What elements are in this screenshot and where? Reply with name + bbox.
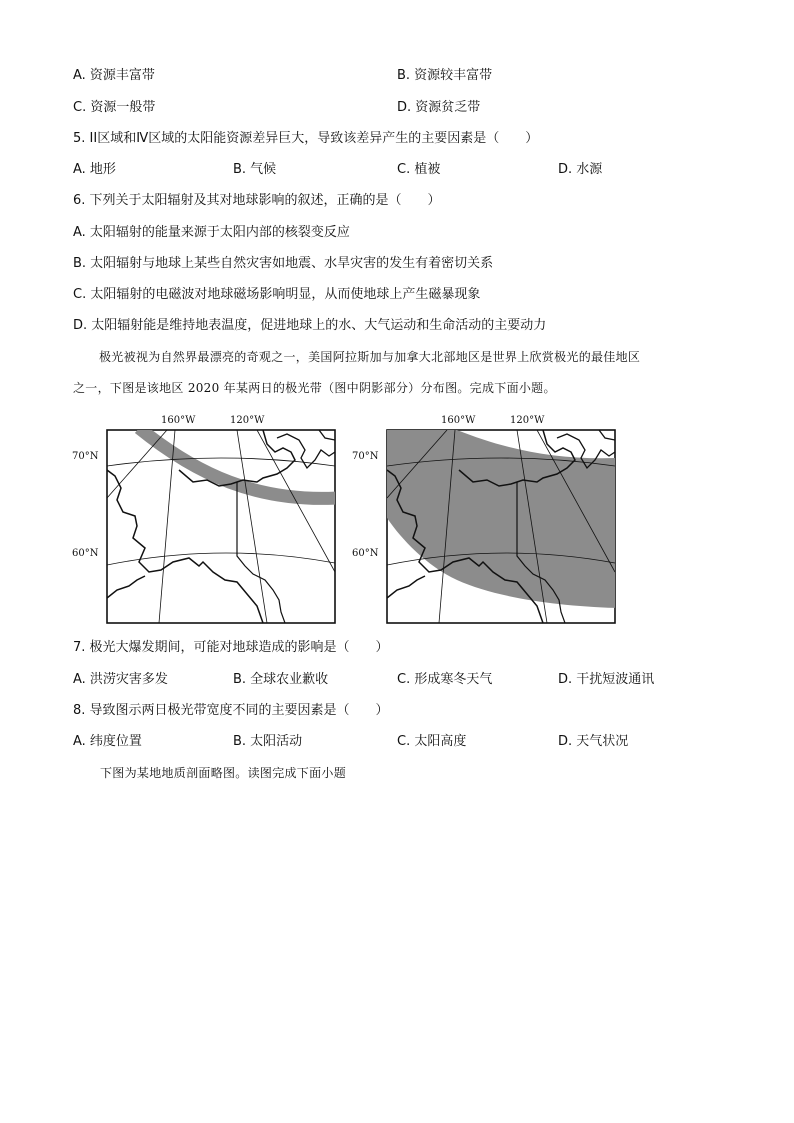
lon-label-160w: 160°W xyxy=(441,415,476,426)
q7-option-d[interactable]: D. 干扰短波通讯 xyxy=(558,672,655,687)
lat-label-70n: 70°N xyxy=(352,451,379,462)
q5-option-b[interactable]: B. 气候 xyxy=(233,162,277,177)
q7-options xyxy=(73,671,733,689)
geology-intro: 下图为某地地质剖面略图。读图完成下面小题 xyxy=(100,766,347,780)
q7-option-a[interactable]: A. 洪涝灾害多发 xyxy=(73,672,168,687)
q5-option-a[interactable]: A. 地形 xyxy=(73,162,116,177)
q5-options xyxy=(73,161,733,179)
q4-option-a[interactable]: A. 资源丰富带 xyxy=(73,68,155,83)
lon-label-120w: 120°W xyxy=(510,415,545,426)
aurora-map-right xyxy=(352,414,617,626)
q7-stem: 7. 极光大爆发期间，可能对地球造成的影响是（ ） xyxy=(73,640,389,655)
q8-option-a[interactable]: A. 纬度位置 xyxy=(73,734,142,749)
q8-option-b[interactable]: B. 太阳活动 xyxy=(233,734,303,749)
q6-stem: 6. 下列关于太阳辐射及其对地球影响的叙述，正确的是（ ） xyxy=(73,193,441,208)
q4-option-d[interactable]: D. 资源贫乏带 xyxy=(397,100,481,115)
q6-option-d[interactable]: D. 太阳辐射能是维持地表温度，促进地球上的水、大气运动和生命活动的主要动力 xyxy=(73,318,547,333)
q4-options-row-1 xyxy=(73,67,733,85)
q8-stem: 8. 导致图示两日极光带宽度不同的主要因素是（ ） xyxy=(73,703,389,718)
q4-options-row-2 xyxy=(73,99,733,117)
q5-option-d[interactable]: D. 水源 xyxy=(558,162,603,177)
q6-option-c[interactable]: C. 太阳辐射的电磁波对地球磁场影响明显，从而使地球上产生磁暴现象 xyxy=(73,287,481,302)
lon-label-120w: 120°W xyxy=(230,415,265,426)
q8-option-d[interactable]: D. 天气状况 xyxy=(558,734,629,749)
lon-label-160w: 160°W xyxy=(161,415,196,426)
q5-option-c[interactable]: C. 植被 xyxy=(397,162,441,177)
q4-option-b[interactable]: B. 资源较丰富带 xyxy=(397,68,493,83)
lat-label-70n: 70°N xyxy=(72,451,99,462)
aurora-intro-line-2: 之一，下图是该地区 2020 年某两日的极光带（图中阴影部分）分布图。完成下面小题。 xyxy=(73,381,556,395)
q6-option-b[interactable]: B. 太阳辐射与地球上某些自然灾害如地震、水旱灾害的发生有着密切关系 xyxy=(73,256,494,271)
q8-options xyxy=(73,733,733,751)
lat-label-60n: 60°N xyxy=(352,548,379,559)
q7-option-c[interactable]: C. 形成寒冬天气 xyxy=(397,672,493,687)
q5-stem: 5. II区域和Ⅳ区域的太阳能资源差异巨大，导致该差异产生的主要因素是（ ） xyxy=(73,131,539,146)
q8-option-c[interactable]: C. 太阳高度 xyxy=(397,734,467,749)
aurora-map-left xyxy=(72,414,337,626)
q6-option-a[interactable]: A. 太阳辐射的能量来源于太阳内部的核裂变反应 xyxy=(73,225,350,240)
q4-option-c[interactable]: C. 资源一般带 xyxy=(73,100,156,115)
lat-label-60n: 60°N xyxy=(72,548,99,559)
aurora-intro-line-1: 极光被视为自然界最漂亮的奇观之一，美国阿拉斯加与加拿大北部地区是世界上欣赏极光的最佳地区 xyxy=(99,350,641,364)
q7-option-b[interactable]: B. 全球农业歉收 xyxy=(233,672,329,687)
